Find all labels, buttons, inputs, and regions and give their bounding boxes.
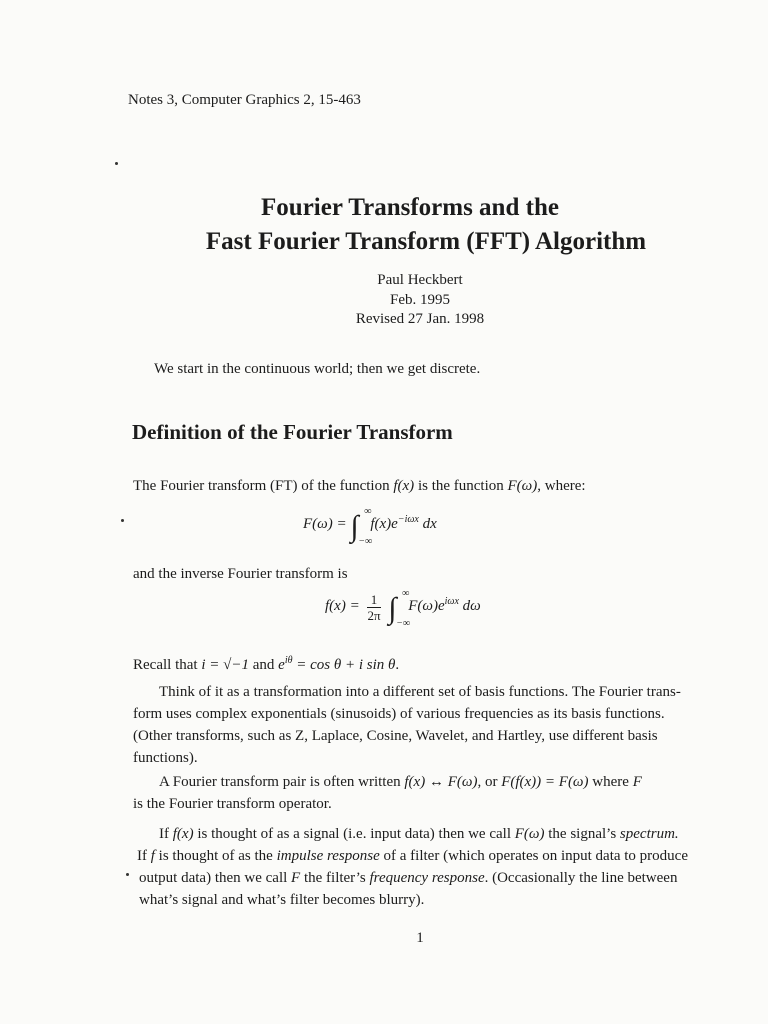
stray-mark: [126, 873, 129, 876]
fourier-transform-equation: F(ω) = ∫ ∞ −∞ $f(x)e^{-i\omega x}$ dx: [303, 506, 437, 547]
section-heading: Definition of the Fourier Transform: [132, 420, 453, 444]
author: Paul Heckbert: [377, 272, 463, 288]
transform-pair-paragraph: A Fourier transform pair is often written f(x) ↔ F(ω), or F(f(x)) = F(ω) where F is the Fourier transform operator.: [133, 774, 642, 812]
recall-identity: Recall that i = √−1 and $e^{i\theta} = \cos \theta + i$ sin θ.: [133, 655, 400, 673]
page-number: 1: [416, 930, 424, 946]
intro-sentence: We start in the continuous world; then we get discrete.: [154, 361, 481, 377]
course-header: Notes 3, Computer Graphics 2, 15-463: [128, 92, 361, 108]
signal-filter-paragraph: If f(x) is thought of as a signal (i.e. input data) then we call F(ω) the signal’s spectrum. If f is thought of as the impulse response of a filter (which operates on input data to produce output data) then we call F the filter’s frequency response. (Occasionally the line between what’s signal and what’s filter becomes blurry).: [137, 826, 688, 908]
date: Feb. 1995: [390, 292, 450, 308]
basis-functions-paragraph: Think of it as a transformation into a different set of basis functions. The Fourier trans- form uses complex exponentials (sinusoids) of various frequencies as its basis functions. (Other transforms, such as Z, Laplace, Cosine, Wavelet, and Hartley, use different basis functions).: [133, 684, 681, 766]
stray-mark: [115, 162, 118, 165]
title-line-1: Fourier Transforms and the: [261, 194, 559, 221]
revision-date: Revised 27 Jan. 1998: [355, 311, 485, 327]
ft-definition-intro: The Fourier transform (FT) of the function f(x) is the function F(ω), where:: [133, 478, 586, 494]
title-line-2: Fast Fourier Transform (FFT) Algorithm: [205, 228, 647, 255]
inverse-fourier-transform-equation: f(x) = $\frac{1}{2\pi}$ ∫ ∞ −∞ $F(\omega)e^{i\omega x}$ dω: [325, 588, 481, 629]
inverse-transform-intro: and the inverse Fourier transform is: [133, 566, 348, 582]
stray-mark: [121, 519, 124, 522]
